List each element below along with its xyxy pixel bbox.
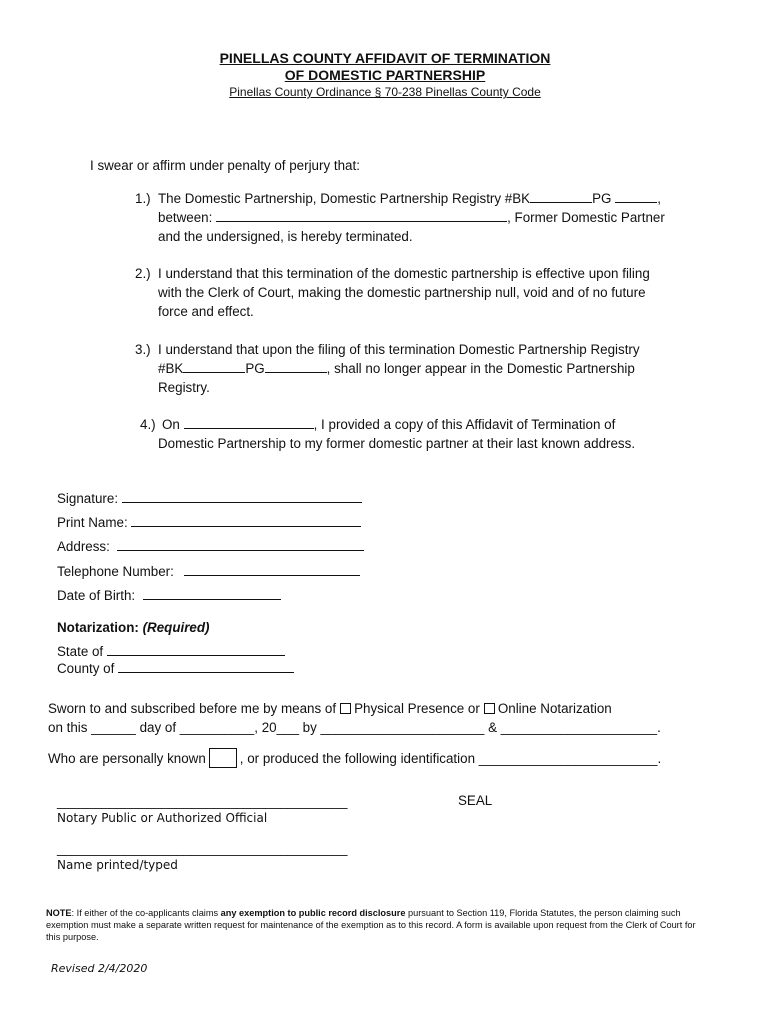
note-paragraph [46, 907, 696, 943]
county-label: County of [57, 661, 115, 676]
bk-number-blank[interactable] [530, 191, 592, 203]
telephone-label: Telephone Number: [57, 564, 174, 579]
item-2-line-1: I understand that this termination of the domestic partnership is effective upon filing [158, 266, 650, 281]
item-1-between: between: [158, 210, 213, 225]
telephone-row [57, 564, 360, 579]
notarization-label: Notarization: [57, 620, 139, 635]
state-field[interactable] [107, 644, 285, 656]
item-4-on: On [162, 417, 180, 432]
item-4-text: , I provided a copy of this Affidavit of Termination of [313, 417, 616, 432]
print-name-field[interactable] [131, 515, 361, 527]
item-3-line-1: I understand that upon the filing of this termination Domestic Partnership Registry [158, 342, 640, 357]
item-1-line-2 [158, 210, 665, 225]
seal-label: SEAL [458, 793, 493, 808]
item-2-number: 2.) [135, 266, 151, 281]
item-1-line-1 [158, 191, 661, 206]
note-bold: any exemption to public record disclosure [220, 908, 406, 918]
item-3-pg-blank[interactable] [265, 361, 327, 373]
notary-label: Notary Public or Authorized Official [57, 811, 268, 825]
item-3-bk-blank[interactable] [183, 361, 245, 373]
name-printed-label: Name printed/typed [57, 858, 178, 872]
notarization-heading [57, 620, 210, 635]
signature-row [57, 491, 362, 506]
print-name-label: Print Name: [57, 515, 128, 530]
item-1-line-3: and the undersigned, is hereby terminated. [158, 229, 413, 244]
note-text-b: pursuant to Section 119, Florida Statutes, the person claiming such exemption must make a separate written request for maintenance of the exemption as to this record. A form is available upon request from the Clerk of Court for this purpose. [46, 908, 696, 942]
item-1-text-c: , [657, 191, 661, 206]
ordinance-reference: Pinellas County Ordinance § 70-238 Pinellas County Code [229, 85, 541, 99]
item-3-number: 3.) [135, 342, 151, 357]
address-label: Address: [57, 539, 110, 554]
date-provided-blank[interactable] [184, 417, 314, 429]
signature-field[interactable] [122, 491, 362, 503]
item-2-line-3: force and effect. [158, 304, 254, 319]
item-1-text-a: The Domestic Partnership, Domestic Partnership Registry #BK [158, 191, 531, 206]
item-2-line-2: with the Clerk of Court, making the domestic partnership null, void and of no future [158, 285, 646, 300]
note-label: NOTE [46, 908, 72, 918]
identification-text: , or produced the following identification ________________________. [239, 751, 662, 766]
dob-field[interactable] [143, 588, 281, 600]
revised-date: Revised 2/4/2020 [51, 962, 148, 975]
notary-signature-line[interactable]: _______________________________________ [57, 794, 348, 809]
sworn-text: Sworn to and subscribed before me by means of [48, 701, 337, 716]
on-this-line: on this ______ day of __________, 20___ by ______________________ & _____________________. [48, 720, 661, 735]
dob-label: Date of Birth: [57, 588, 136, 603]
required-label: (Required) [142, 620, 210, 635]
item-4-number: 4.) [140, 417, 156, 432]
online-notarization-checkbox[interactable] [484, 703, 495, 714]
item-4-line-2: Domestic Partnership to my former domestic partner at their last known address. [158, 436, 636, 451]
item-3-line-3: Registry. [158, 380, 210, 395]
dob-row [57, 588, 281, 603]
identification-line [48, 748, 661, 768]
personally-known-label: Who are personally known [48, 751, 206, 766]
physical-presence-checkbox[interactable] [340, 703, 351, 714]
item-3-bk: #BK [158, 361, 184, 376]
former-partner-blank[interactable] [216, 210, 507, 222]
county-row [57, 661, 294, 676]
name-printed-line[interactable]: _______________________________________ [57, 841, 348, 856]
item-4-line-1 [162, 417, 615, 432]
intro-statement: I swear or affirm under penalty of perjury that: [90, 158, 360, 173]
print-name-row [57, 515, 361, 530]
note-text-a: : If either of the co-applicants claims [71, 908, 221, 918]
document-title-line-2: OF DOMESTIC PARTNERSHIP [284, 67, 486, 83]
address-field[interactable] [117, 539, 364, 551]
personally-known-checkbox[interactable] [209, 748, 237, 768]
item-1-number: 1.) [135, 191, 151, 206]
document-title-line-1: PINELLAS COUNTY AFFIDAVIT OF TERMINATION [219, 50, 551, 66]
pg-number-blank[interactable] [615, 191, 657, 203]
county-field[interactable] [118, 661, 294, 673]
physical-presence-label: Physical Presence or [354, 701, 480, 716]
telephone-field[interactable] [184, 564, 360, 576]
state-row [57, 644, 285, 659]
state-label: State of [57, 644, 104, 659]
item-3-text: , shall no longer appear in the Domestic Partnership [326, 361, 635, 376]
item-1-text-b: PG [592, 191, 612, 206]
sworn-line [48, 701, 612, 716]
item-3-line-2 [158, 361, 635, 376]
online-notarization-label: Online Notarization [497, 701, 612, 716]
signature-label: Signature: [57, 491, 119, 506]
address-row [57, 539, 364, 554]
item-1-former-partner: , Former Domestic Partner [507, 210, 665, 225]
item-3-pg: PG [245, 361, 265, 376]
